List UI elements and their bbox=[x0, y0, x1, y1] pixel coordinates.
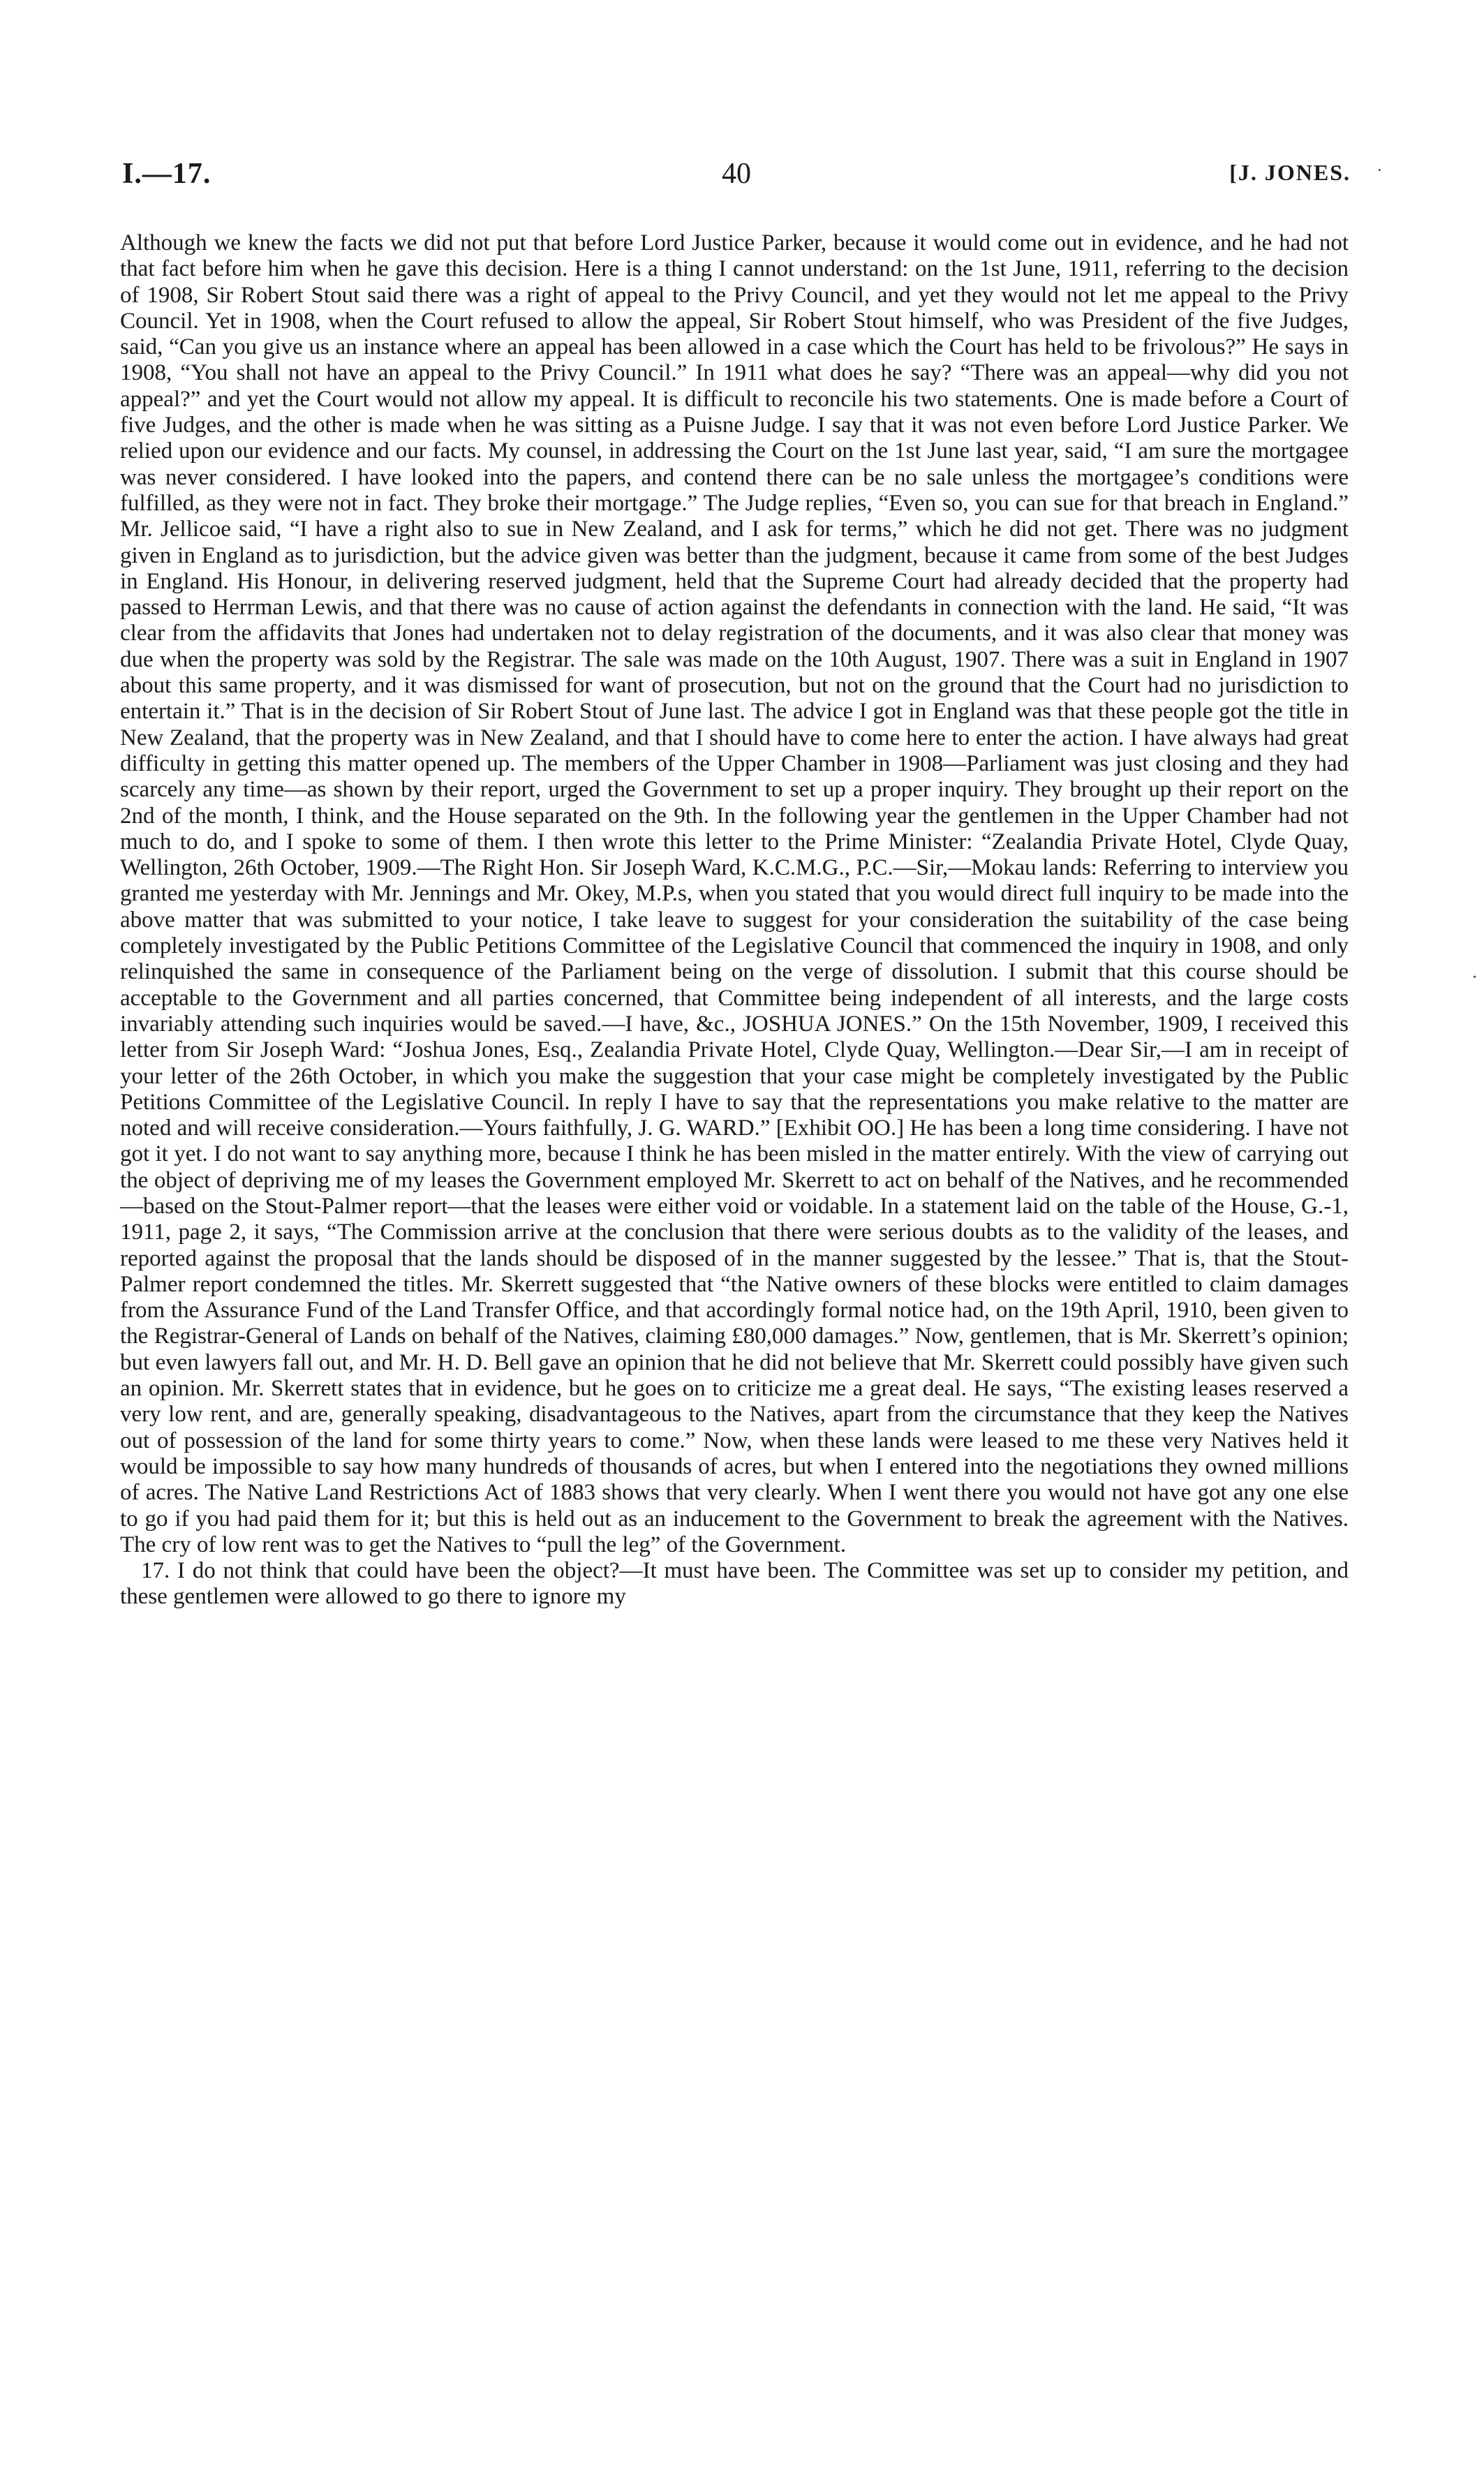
margin-mark-dot: · bbox=[1471, 967, 1478, 988]
parliamentary-paper-reference: I.—17. bbox=[122, 158, 212, 190]
margin-mark-dot: · bbox=[1377, 160, 1383, 180]
paragraph-question-17: 17. I do not think that could have been the object?—It must have been. The Committee was set up to consider my petition, and these gentlemen were allowed to go there to ignore my bbox=[120, 1558, 1349, 1610]
paragraph-continued-testimony: Although we knew the facts we did not put that before Lord Justice Parker, because it would come out in evidence, and he had not that fact before him when he gave this decision. Here is a thing I cannot understand: on the 1st June, 1911, referring to the decision of 1908, Sir Robert Stout said there was a right of appeal to the Privy Council, and yet they would not let me appeal to the Privy Council. Yet in 1908, when the Court refused to allow the appeal, Sir Robert Stout himself, who was President of the five Judges, said, “Can you give us an instance where an appeal has been allowed in a case which the Court has held to be frivolous?” He says in 1908, “You shall not have an appeal to the Privy Council.” In 1911 what does he say? “There was an appeal—why did you not appeal?” and yet the Court would not allow my appeal. It is difficult to reconcile his two statements. One is made before a Court of five Judges, and the other is made when he was sitting as a Puisne Judge. I say that it was not even before Lord Justice Parker. We relied upon our evidence and our facts. My counsel, in addressing the Court on the 1st June last year, said, “I am sure the mortgagee was never considered. I have looked into the papers, and contend there can be no sale unless the mortgagee’s conditions were fulfilled, as they were not in fact. They broke their mortgage.” The Judge replies, “Even so, you can sue for that breach in England.” Mr. Jellicoe said, “I have a right also to sue in New Zealand, and I ask for terms,” which he did not get. There was no judgment given in England as to jurisdiction, but the advice given was better than the judgment, because it came from some of the best Judges in England. His Honour, in delivering reserved judgment, held that the Supreme Court had already decided that the property had passed to Herrman Lewis, and that there was no cause of action against the defendants in connection with the land. He said, “It was clear from the affidavits that Jones had undertaken not to delay registration of the documents, and it was also clear that money was due when the property was sold by the Registrar. The sale was made on the 10th August, 1907. There was a suit in England in 1907 about this same property, and it was dismissed for want of prosecution, but not on the ground that the Court had no jurisdiction to entertain it.” That is in the decision of Sir Robert Stout of June last. The advice I got in England was that these people got the title in New Zealand, that the property was in New Zealand, and that I should have to come here to enter the action. I have always had great difficulty in getting this matter opened up. The members of the Upper Chamber in 1908—Parliament was just closing and they had scarcely any time—as shown by their report, urged the Government to set up a proper inquiry. They brought up their report on the 2nd of the month, I think, and the House separated on the 9th. In the following year the gentlemen in the Upper Chamber had not much to do, and I spoke to some of them. I then wrote this letter to the Prime Minister: “Zealandia Private Hotel, Clyde Quay, Wellington, 26th October, 1909.—The Right Hon. Sir Joseph Ward, K.C.M.G., P.C.—Sir,—Mokau lands: Referring to interview you granted me yesterday with Mr. Jennings and Mr. Okey, M.P.s, when you stated that you would direct full inquiry to be made into the above matter that was submitted to your notice, I take leave to suggest for your consideration the suitability of the case being completely investigated by the Public Petitions Committee of the Legislative Council that commenced the inquiry in 1908, and only relinquished the same in consequence of the Parliament being on the verge of dissolution. I submit that this course should be acceptable to the Government and all parties concerned, that Committee being independent of all interests, and the large costs invariably attending such inquiries would be saved.—I have, &c., JOSHUA JONES.” On the 15th November, 1909, I received this letter from Sir Joseph Ward: “Joshua Jones, Esq., Zealandia Private Hotel, Clyde Quay, Wellington.—Dear Sir,—I am in receipt of your letter of the 26th October, in which you make the suggestion that your case might be completely investigated by the Public Petitions Committee of the Legislative Council. In reply I have to say that the representations you make relative to the matter are noted and will receive consideration.—Yours faithfully, J. G. WARD.” [Exhibit OO.] He has been a long time considering. I have not got it yet. I do not want to say anything more, because I think he has been misled in the matter entirely. With the view of carrying out the object of depriving me of my leases the Government employed Mr. Skerrett to act on behalf of the Natives, and he recommended—based on the Stout-Palmer report—that the leases were either void or voidable. In a statement laid on the table of the House, G.-1, 1911, page 2, it says, “The Commission arrive at the conclusion that there were serious doubts as to the validity of the leases, and reported against the proposal that the lands should be disposed of in the manner suggested by the lessee.” That is, that the Stout-Palmer report condemned the titles. Mr. Skerrett suggested that “the Native owners of these blocks were entitled to claim damages from the Assurance Fund of the Land Transfer Office, and that accordingly formal notice had, on the 19th April, 1910, been given to the Registrar-General of Lands on behalf of the Natives, claiming £80,000 damages.” Now, gentlemen, that is Mr. Skerrett’s opinion; but even lawyers fall out, and Mr. H. D. Bell gave an opinion that he did not believe that Mr. Skerrett could possibly have given such an opinion. Mr. Skerrett states that in evidence, but he goes on to criticize me a great deal. He says, “The existing leases reserved a very low rent, and are, generally speaking, disadvantageous to the Natives, apart from the circumstance that they keep the Natives out of possession of the land for some thirty years to come.” Now, when these lands were leased to me these very Natives held it would be impossible to say how many hundreds of thousands of acres, but when I entered into the negotiations they owned millions of acres. The Native Land Restrictions Act of 1883 shows that very clearly. When I went there you would not have got any one else to go if you had paid them for it; but this is held out as an inducement to the Government to break the agreement with the Natives. The cry of low rent was to get the Natives to “pull the leg” of the Government. bbox=[120, 230, 1349, 1557]
page-header bbox=[122, 157, 1351, 199]
document-body bbox=[120, 230, 1349, 1610]
page-number: 40 bbox=[722, 158, 751, 190]
witness-name: [J. JONES. bbox=[1229, 160, 1351, 185]
